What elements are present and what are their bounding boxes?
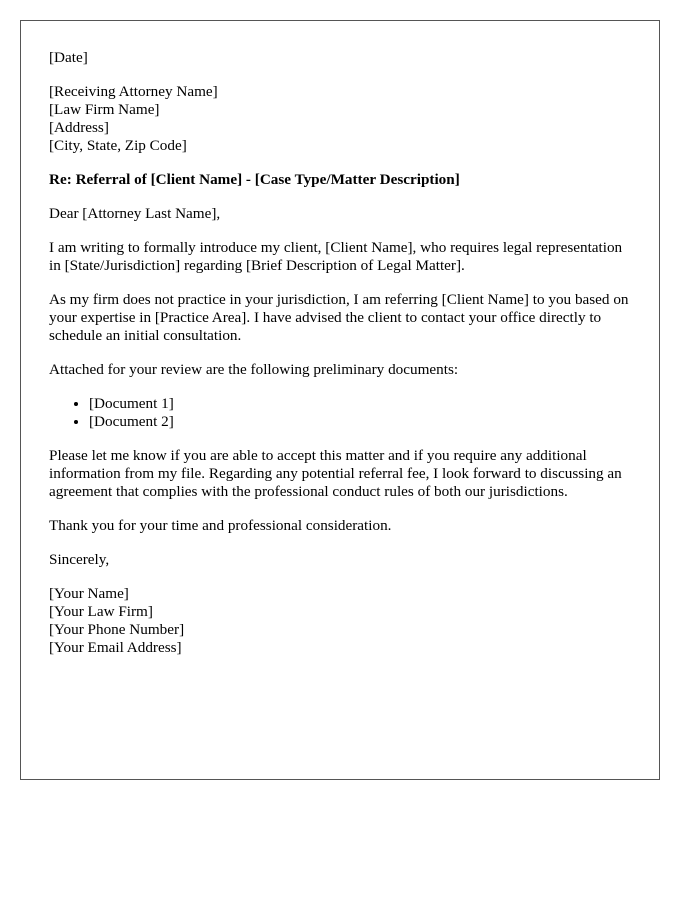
letter-date-block <box>49 49 631 67</box>
recipient-name: [Receiving Attorney Name] <box>49 83 218 100</box>
list-item: • [Document 2] <box>89 413 631 431</box>
signature-block <box>49 585 631 657</box>
recipient-address-block <box>49 83 631 155</box>
closing: Sincerely, <box>49 551 110 568</box>
body-paragraph-intro: I am writing to formally introduce my client, [Client Name], who requires legal representation in [State/Jurisdiction] regarding [Brief Description of Legal Matter]. <box>49 239 623 274</box>
sender-phone: [Your Phone Number] <box>49 621 185 638</box>
body-paragraph-referral-fee: Please let me know if you are able to accept this matter and if you require any additional information from my file. Regarding any potential referral fee, I look forward to discussing an agreement that complies with the professional conduct rules of both our jurisdictions. <box>49 447 622 500</box>
salutation: Dear [Attorney Last Name], <box>49 205 221 222</box>
letter-page <box>20 20 660 780</box>
body-paragraph-referral: As my firm does not practice in your jurisdiction, I am referring [Client Name] to you based on your expertise in [Practice Area]. I have advised the client to contact your office directly to schedule an initial consultation. <box>49 291 629 344</box>
letter-date: [Date] <box>49 49 88 66</box>
list-item: • [Document 1] <box>89 395 631 413</box>
sender-name: [Your Name] <box>49 585 129 602</box>
thanks-paragraph: Thank you for your time and professional consideration. <box>49 517 392 534</box>
attachments-list <box>49 395 631 431</box>
sender-email: [Your Email Address] <box>49 639 182 656</box>
recipient-address: [Address] <box>49 119 109 136</box>
sender-firm: [Your Law Firm] <box>49 603 153 620</box>
attachments-intro: Attached for your review are the following preliminary documents: <box>49 361 459 378</box>
subject-line: Re: Referral of [Client Name] - [Case Type/Matter Description] <box>49 171 460 188</box>
subject-block <box>49 171 631 189</box>
recipient-city-state-zip: [City, State, Zip Code] <box>49 137 187 154</box>
recipient-firm: [Law Firm Name] <box>49 101 160 118</box>
